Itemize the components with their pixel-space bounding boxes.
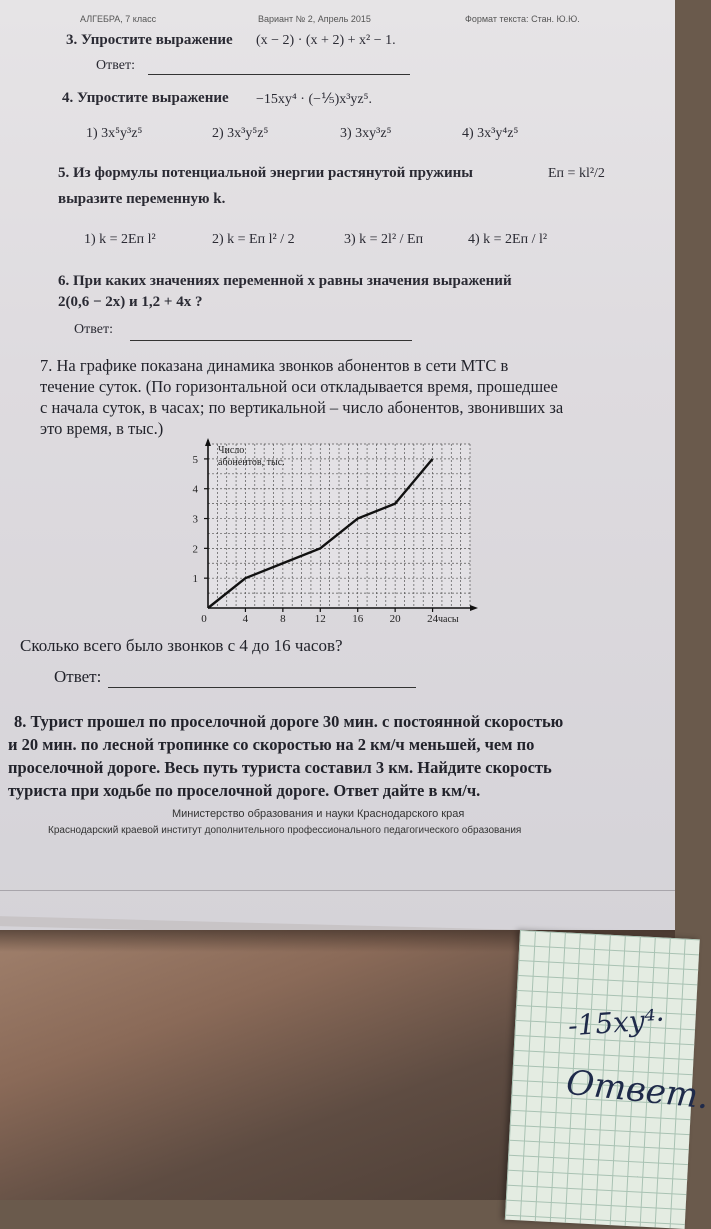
y-tick-label: 4 [192, 483, 198, 496]
x-tick-label: 0 [201, 613, 207, 625]
task4-option-2[interactable]: 2) 3x³y⁵z⁵ [212, 126, 269, 141]
task3-answer-label: Ответ: [96, 58, 135, 73]
task4-option-3[interactable]: 3) 3xy³z⁵ [340, 126, 392, 141]
task7-line-2: течение суток. (По горизонтальной оси откладывается время, прошедшее [40, 377, 558, 396]
footer-ministry: Министерство образования и науки Краснодарского края [172, 808, 465, 820]
task6-line-2: 2(0,6 − 2x) и 1,2 + 4x ? [58, 294, 203, 310]
task7-answer-label: Ответ: [54, 667, 102, 686]
task4-expression: −15xy⁴ · (−⅕)x³yz⁵. [256, 92, 373, 107]
y-tick-label: 5 [192, 453, 198, 466]
task5-option-3[interactable]: 3) k = 2l² / Eп [344, 232, 424, 247]
chart-xlabel: часы [438, 614, 459, 625]
x-tick-label: 20 [389, 613, 401, 625]
task5-option-4[interactable]: 4) k = 2Eп / l² [468, 232, 548, 247]
handwriting-line-2: Ответ. [564, 1062, 711, 1118]
handwriting-line-1: -15xy⁴· [566, 1002, 666, 1043]
y-tick-label: 1 [192, 573, 198, 586]
task6-answer-line[interactable] [130, 340, 412, 341]
task4-option-1[interactable]: 1) 3x⁵y³z⁵ [86, 126, 143, 141]
task6-line-1: 6. При каких значениях переменной x равны значения выражений [58, 273, 512, 289]
task3-answer-line[interactable] [148, 74, 410, 75]
task7-line-1: 7. На графике показана динамика звонков абонентов в сети МТС в [40, 356, 509, 375]
x-tick-label: 12 [314, 613, 326, 625]
chart-ylabel-line-2: абонентов, тыс. [218, 457, 285, 468]
task8-line-4: туриста при ходьбе по проселочной дороге. Ответ дайте в км/ч. [8, 781, 481, 800]
x-tick-label: 24 [427, 613, 439, 625]
task7-question: Сколько всего было звонков с 4 до 16 часов? [20, 636, 343, 655]
task5-option-1[interactable]: 1) k = 2Eп l² [84, 232, 156, 247]
y-axis-arrow [205, 438, 211, 446]
x-tick-label: 16 [352, 613, 364, 625]
task6-answer-label: Ответ: [74, 322, 113, 337]
task7-answer-line[interactable] [108, 687, 416, 688]
task4-label: 4. Упростите выражение [62, 90, 229, 106]
task4-option-4[interactable]: 4) 3x³y⁴z⁵ [462, 126, 519, 141]
task8-line-2: и 20 мин. по лесной тропинке со скоростью на 2 км/ч меньшей, чем по [8, 735, 535, 754]
task7-line-4: это время, в тыс.) [40, 419, 164, 438]
calls-line-chart [180, 438, 480, 634]
header-variant: Вариант № 2, Апрель 2015 [258, 14, 371, 24]
task5-formula: Eп = kl²/2 [548, 166, 605, 181]
y-tick-label: 2 [192, 543, 198, 556]
y-tick-label: 3 [192, 513, 198, 526]
x-tick-label: 4 [242, 613, 249, 625]
task8-line-3: проселочной дороге. Весь путь туриста составил 3 км. Найдите скорость [8, 758, 552, 777]
x-tick-label: 8 [280, 613, 286, 625]
task3-expression: (x − 2) · (x + 2) + x² − 1. [256, 33, 396, 48]
task7-line-3: с начала суток, в часах; по вертикальной – число абонентов, звонивших за [40, 398, 564, 417]
task8-line-1: 8. Турист прошел по проселочной дороге 30 мин. с постоянной скоростью [14, 712, 564, 731]
paper-fold-line [0, 890, 675, 891]
x-axis-arrow [470, 605, 478, 611]
task5-line-1: 5. Из формулы потенциальной энергии растянутой пружины [58, 165, 473, 181]
chart-ylabel-line-1: Число [218, 445, 245, 456]
task3-label: 3. Упростите выражение [66, 32, 233, 48]
header-format: Формат текста: Стан. Ю.Ю. [465, 14, 580, 24]
task5-option-2[interactable]: 2) k = Eп l² / 2 [212, 232, 295, 247]
header-subject: АЛГЕБРА, 7 класс [80, 14, 157, 24]
task5-line-2: выразите переменную k. [58, 191, 226, 207]
footer-institute: Краснодарский краевой институт дополнительного профессионального педагогического образования [48, 825, 522, 836]
